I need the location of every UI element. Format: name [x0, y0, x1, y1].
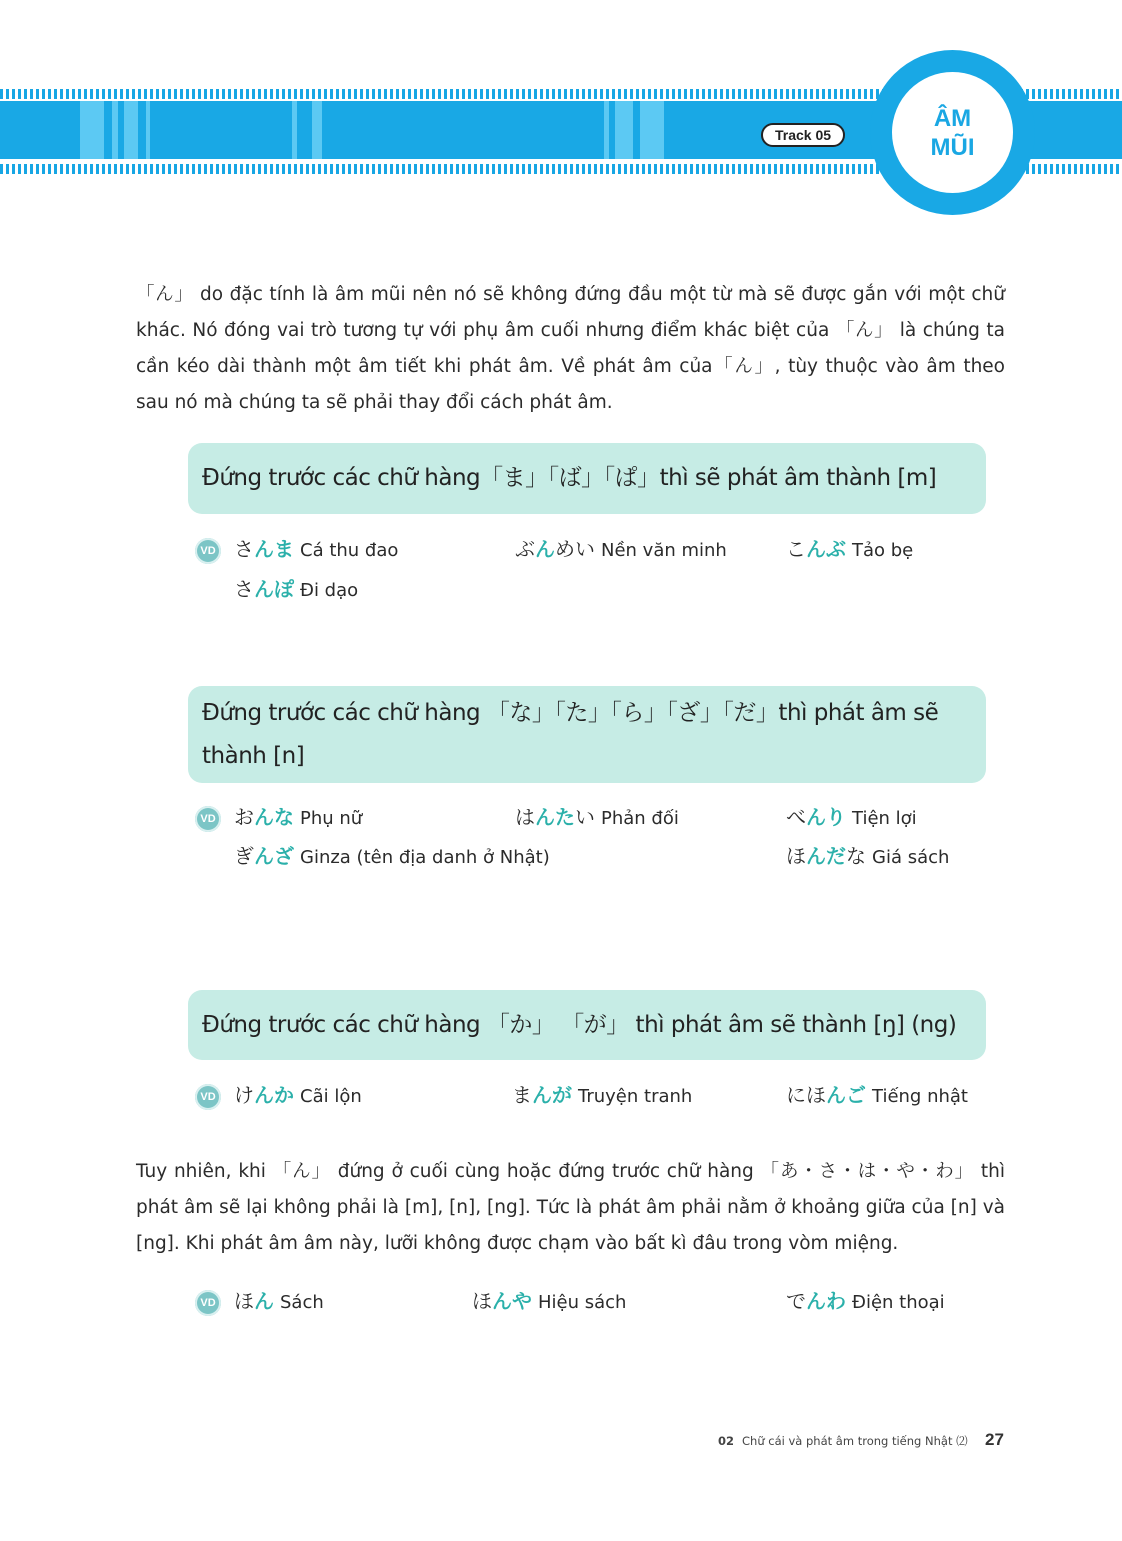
section-badge-line2: MŨI — [930, 133, 975, 161]
chapter-title: Chữ cái và phát âm trong tiếng Nhật ⑵ — [742, 1434, 968, 1448]
rule-box-m — [188, 443, 986, 514]
section-badge — [870, 50, 1035, 215]
example-badge: VD — [195, 1084, 221, 1110]
example-item: ほんや Hiệu sách — [472, 1289, 627, 1313]
rule-box-ng — [188, 990, 986, 1060]
audio-track-badge[interactable] — [761, 123, 845, 147]
example-item: ぶんめい Nền văn minh — [515, 537, 727, 561]
example-item: ぎんざ Ginza (tên địa danh ở Nhật) — [234, 844, 550, 868]
rule-box-n — [188, 686, 986, 783]
example-item: ほん Sách — [234, 1289, 324, 1313]
rule-text-n: Đứng trước các chữ hàng 「な」「た」「ら」「ざ」「だ」thì phát âm sẽ thành [n] — [202, 699, 939, 769]
intro-paragraph: 「ん」 do đặc tính là âm mũi nên nó sẽ không đứng đầu một từ mà sẽ được gắn với một chữ khác. Nó đóng vai trò tương tự với phụ âm cuối nhưng điểm khác biệt của 「ん」 là chúng ta cần kéo dài thành một âm tiết khi phát âm. Về phát âm của「ん」, tùy thuộc vào âm theo sau nó mà chúng ta sẽ phải thay đổi cách phát âm. — [136, 284, 1005, 413]
example-item: はんたい Phản đối — [515, 805, 679, 829]
section-badge-line1: ÂM — [933, 104, 972, 132]
example-item: さんま Cá thu đao — [234, 537, 399, 561]
rule-text-m: Đứng trước các chữ hàng「ま」「ば」「ぱ」thì sẽ phát âm thành [m] — [202, 465, 937, 491]
track-label: Track 05 — [774, 127, 832, 143]
example-badge: VD — [195, 806, 221, 832]
page-number: 27 — [985, 1430, 1004, 1449]
example-item: べんり Tiện lợi — [786, 805, 917, 829]
example-item: まんが Truyện tranh — [512, 1083, 693, 1107]
example-item: おんな Phụ nữ — [234, 805, 363, 829]
example-item: けんか Cãi lộn — [234, 1083, 362, 1107]
example-badge: VD — [195, 538, 221, 564]
example-item: でんわ Điện thoại — [786, 1289, 945, 1313]
chapter-number: 02 — [718, 1434, 735, 1448]
rule-text-ng: Đứng trước các chữ hàng 「か」 「が」 thì phát âm sẽ thành [ŋ] (ng) — [202, 1011, 957, 1038]
outro-paragraph: Tuy nhiên, khi 「ん」 đứng ở cuối cùng hoặc đứng trước chữ hàng 「あ・さ・は・や・わ」 thì phát âm sẽ lại không phải là [m], [n], [ng]. Tức là phát âm phải nằm ở khoảng giữa của [n] và [ng]. Khi phát âm âm này, lưỡi không được chạm vào bất kì đâu trong vòm miệng. — [136, 1161, 1005, 1254]
page-footer — [718, 1433, 968, 1449]
example-item: ほんだな Giá sách — [786, 844, 950, 868]
example-item: にほんご Tiếng nhật — [786, 1083, 968, 1107]
example-badge: VD — [195, 1290, 221, 1316]
example-item: さんぽ Đi dạo — [234, 577, 359, 601]
example-item: こんぶ Tảo bẹ — [786, 537, 914, 561]
